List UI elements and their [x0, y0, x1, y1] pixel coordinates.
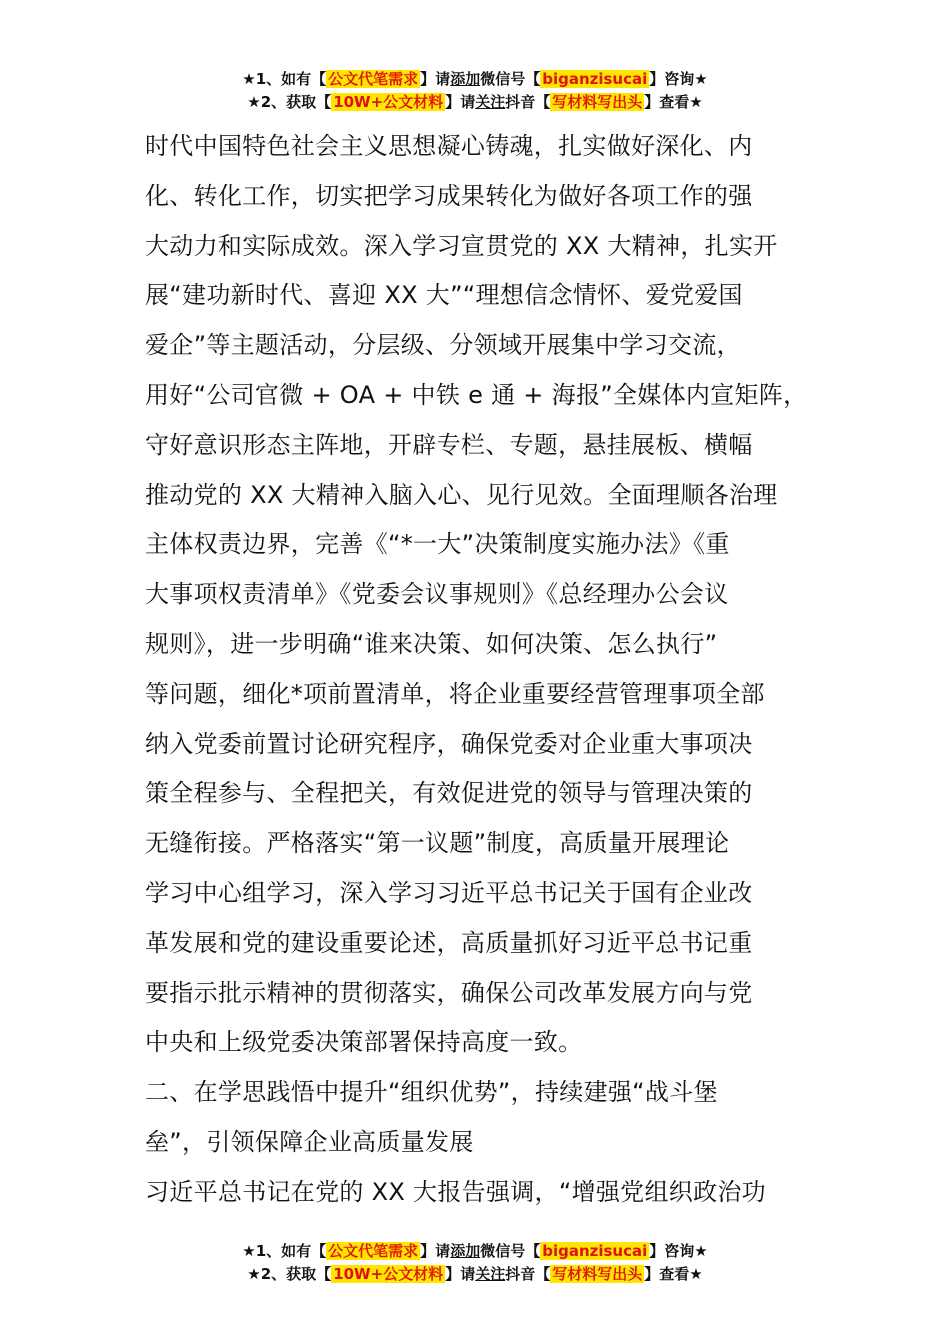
text-line: 学习中心组学习，深入学习习近平总书记关于国有企业改 — [145, 878, 753, 907]
document-body — [145, 122, 835, 1218]
text-line: 纳入党委前置讨论研究程序，确保党委对企业重大事项决 — [145, 729, 753, 758]
banner-line-2: ★2、获取【 10W+公文材料 】请关注抖音【 写材料写出头 】查看★ — [247, 1265, 703, 1283]
footer-banner — [0, 1240, 950, 1286]
section-heading: 垒”，引领保障企业高质量发展 — [145, 1127, 474, 1156]
text-line: 展“建功新时代、喜迎 XX 大”“理想信念情怀、爱党爱国 — [145, 281, 743, 310]
highlight-wechat-id: biganzisucai — [542, 1242, 648, 1260]
text-line: 要指示批示精神的贯彻落实，确保公司改革发展方向与党 — [145, 978, 753, 1007]
banner-line-1: ★1、如有【 公文代笔需求 】请添加微信号【 biganzisucai 】咨询★ — [242, 70, 708, 88]
text-line: 习近平总书记在党的 XX 大报告强调，“增强党组织政治功 — [145, 1177, 766, 1206]
text-line: 无缝衔接。严格落实“第一议题”制度，高质量开展理论 — [145, 829, 730, 858]
text-line: 等问题，细化*项前置清单，将企业重要经营管理事项全部 — [145, 679, 765, 708]
text-line: 大事项权责清单》《党委会议事规则》《总经理办公会议 — [145, 580, 729, 609]
text-line: 守好意识形态主阵地，开辟专栏、专题，悬挂展板、横幅 — [145, 430, 753, 459]
highlight-service: 公文代笔需求 — [328, 1242, 419, 1260]
text-line: 策全程参与、全程把关，有效促进党的领导与管理决策的 — [145, 779, 753, 808]
text-line: 爱企”等主题活动，分层级、分领域开展集中学习交流， — [145, 331, 741, 360]
text-line: 大动力和实际成效。深入学习宣贯党的 XX 大精神，扎实开 — [145, 231, 778, 260]
header-banner — [0, 68, 950, 114]
text-line: 推动党的 XX 大精神入脑入心、见行见效。全面理顺各治理 — [145, 480, 778, 509]
text-line: 主体权责边界，完善《“*一大”决策制度实施办法》《重 — [145, 530, 730, 559]
highlight-wechat-id: biganzisucai — [542, 70, 648, 88]
highlight-douyin-name: 写材料写出头 — [552, 93, 643, 111]
banner-line-2: ★2、获取【 10W+公文材料 】请关注抖音【 写材料写出头 】查看★ — [247, 93, 703, 111]
text-line: 中央和上级党委决策部署保持高度一致。 — [145, 1028, 583, 1057]
banner-line-1: ★1、如有【 公文代笔需求 】请添加微信号【 biganzisucai 】咨询★ — [242, 1242, 708, 1260]
text-line: 革发展和党的建设重要论述，高质量抓好习近平总书记重 — [145, 928, 753, 957]
text-line: 时代中国特色社会主义思想凝心铸魂，扎实做好深化、内 — [145, 132, 753, 160]
text-line: 用好“公司官微 + OA + 中铁 e 通 + 海报”全媒体内宣矩阵， — [145, 380, 808, 409]
highlight-materials: 10W+公文材料 — [333, 93, 444, 111]
highlight-materials: 10W+公文材料 — [333, 1265, 444, 1283]
text-line: 规则》，进一步明确“谁来决策、如何决策、怎么执行” — [145, 629, 718, 658]
highlight-service: 公文代笔需求 — [328, 70, 419, 88]
text-line: 化、转化工作，切实把学习成果转化为做好各项工作的强 — [145, 181, 753, 210]
section-heading: 二、在学思践悟中提升“组织优势”，持续建强“战斗堡 — [145, 1078, 718, 1107]
highlight-douyin-name: 写材料写出头 — [552, 1265, 643, 1283]
